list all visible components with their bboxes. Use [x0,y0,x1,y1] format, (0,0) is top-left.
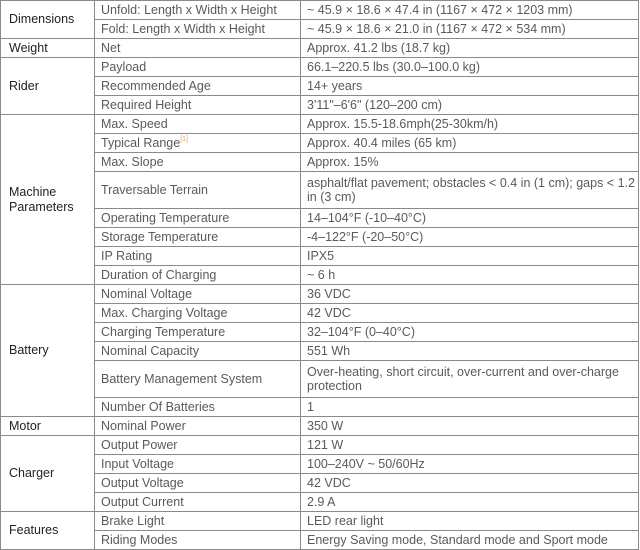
spec-property-label: Battery Management System [101,372,263,386]
spec-value: 551 Wh [301,342,639,361]
spec-property-label: Output Current [101,495,184,509]
spec-property-label: Payload [101,60,147,74]
spec-property-label: Required Height [101,98,192,112]
spec-category: Weight [1,39,95,58]
spec-property [95,474,301,493]
spec-property [95,172,301,209]
footnote-marker: [1] [180,136,189,143]
spec-value: ~ 6 h [301,266,639,285]
spec-category: Battery [1,285,95,417]
spec-property [95,58,301,77]
spec-property [95,228,301,247]
spec-value: Approx. 41.2 lbs (18.7 kg) [301,39,639,58]
spec-property [95,342,301,361]
spec-row [1,20,639,39]
spec-row [1,96,639,115]
spec-value: ~ 45.9 × 18.6 × 21.0 in (1167 × 472 × 534 mm) [301,20,639,39]
spec-property-label: Max. Slope [101,155,164,169]
spec-property-label: Nominal Voltage [101,287,193,301]
spec-value: LED rear light [301,512,639,531]
spec-row [1,228,639,247]
spec-category: Charger [1,436,95,512]
spec-row [1,474,639,493]
spec-row [1,153,639,172]
spec-value: ~ 45.9 × 18.6 × 47.4 in (1167 × 472 × 1203 mm) [301,1,639,20]
spec-property-label: Output Voltage [101,476,184,490]
spec-row [1,342,639,361]
spec-table-body [1,1,639,550]
spec-value: IPX5 [301,247,639,266]
spec-value: 14+ years [301,77,639,96]
spec-row [1,247,639,266]
spec-value: 42 VDC [301,474,639,493]
spec-row [1,361,639,398]
spec-property-label: Number Of Batteries [101,400,215,414]
spec-category: Rider [1,58,95,115]
spec-property-label: Riding Modes [101,533,178,547]
spec-property [95,266,301,285]
spec-value: 100–240V ~ 50/60Hz [301,455,639,474]
spec-value: -4–122°F (-20–50°C) [301,228,639,247]
spec-property [95,1,301,20]
spec-property-label: Recommended Age [101,79,211,93]
spec-row [1,455,639,474]
spec-row [1,134,639,153]
spec-property [95,115,301,134]
spec-property [95,493,301,512]
spec-property-label: Storage Temperature [101,230,219,244]
spec-property-label: Charging Temperature [101,325,226,339]
spec-property [95,285,301,304]
spec-property-label: Nominal Power [101,419,186,433]
spec-value: 121 W [301,436,639,455]
spec-row [1,39,639,58]
spec-property-label: Fold: Length x Width x Height [101,22,265,36]
spec-row [1,512,639,531]
spec-property [95,361,301,398]
spec-property [95,304,301,323]
spec-value: Approx. 15.5-18.6mph(25-30km/h) [301,115,639,134]
spec-row [1,1,639,20]
spec-property [95,512,301,531]
spec-property-label: Operating Temperature [101,211,230,225]
spec-category: Dimensions [1,1,95,39]
spec-row [1,285,639,304]
spec-value: 2.9 A [301,493,639,512]
spec-value: 350 W [301,417,639,436]
spec-row [1,266,639,285]
spec-property-label: Typical Range [101,136,181,150]
spec-property-label: Traversable Terrain [101,183,208,197]
spec-value: 3'11"–6'6" (120–200 cm) [301,96,639,115]
spec-property [95,323,301,342]
spec-row [1,417,639,436]
spec-row [1,323,639,342]
spec-property-label: Nominal Capacity [101,344,199,358]
spec-value: Approx. 40.4 miles (65 km) [301,134,639,153]
spec-property-label: Duration of Charging [101,268,217,282]
spec-property [95,153,301,172]
spec-property [95,436,301,455]
spec-property [95,96,301,115]
spec-property-label: Unfold: Length x Width x Height [101,3,277,17]
spec-property [95,209,301,228]
spec-row [1,304,639,323]
spec-row [1,172,639,209]
spec-value: 66.1–220.5 lbs (30.0–100.0 kg) [301,58,639,77]
spec-property-label: Output Power [101,438,178,452]
spec-property [95,398,301,417]
spec-property-label: Max. Charging Voltage [101,306,228,320]
spec-category: Motor [1,417,95,436]
spec-value: asphalt/flat pavement; obstacles < 0.4 in (1 cm); gaps < 1.2 in (3 cm) [301,172,639,209]
spec-row [1,115,639,134]
spec-value: 14–104°F (-10–40°C) [301,209,639,228]
spec-row [1,58,639,77]
spec-property [95,455,301,474]
spec-value: Over-heating, short circuit, over-current and over-charge protection [301,361,639,398]
spec-property-label: Input Voltage [101,457,174,471]
spec-row [1,77,639,96]
spec-value: Approx. 15% [301,153,639,172]
spec-value: 36 VDC [301,285,639,304]
spec-row [1,436,639,455]
spec-row [1,493,639,512]
spec-property-label: Brake Light [101,514,165,528]
spec-property [95,20,301,39]
spec-category: Machine Parameters [1,115,95,285]
spec-property [95,77,301,96]
spec-value: Energy Saving mode, Standard mode and Sport mode [301,531,639,550]
spec-value: 32–104°F (0–40°C) [301,323,639,342]
spec-value: 42 VDC [301,304,639,323]
spec-row [1,398,639,417]
spec-property [95,134,301,153]
spec-property-label: Net [101,41,121,55]
spec-property [95,531,301,550]
spec-property [95,417,301,436]
spec-row [1,209,639,228]
spec-value: 1 [301,398,639,417]
spec-property [95,39,301,58]
spec-property-label: Max. Speed [101,117,168,131]
spec-row [1,531,639,550]
spec-property [95,247,301,266]
spec-property-label: IP Rating [101,249,153,263]
spec-category: Features [1,512,95,550]
